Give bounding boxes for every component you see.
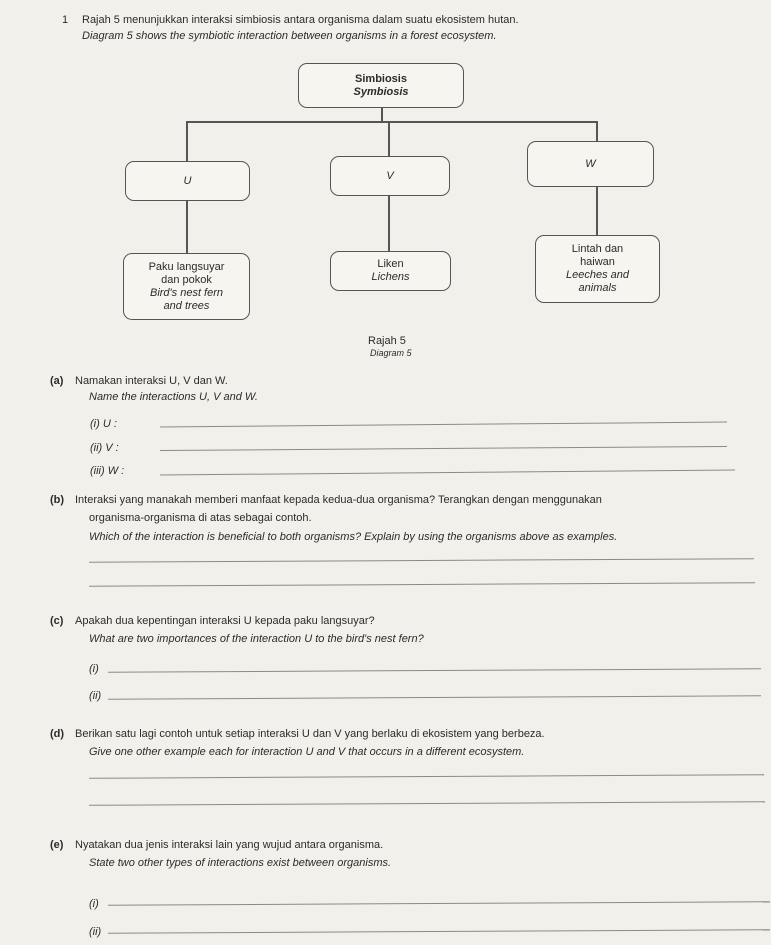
answer-line-d-2[interactable] — [89, 801, 765, 806]
question-e-item-2: (ii) — [89, 926, 102, 938]
root-node — [298, 63, 464, 108]
connector-v — [388, 121, 390, 156]
node-u-label: U — [183, 174, 192, 187]
question-a-item-3: (iii) W : — [90, 465, 125, 477]
question-e-malay: Nyatakan dua jenis interaksi lain yang wujud antara organisma. — [75, 839, 384, 851]
u-example-english-1: Bird's nest fern — [149, 286, 224, 299]
question-c-malay: Apakah dua kepentingan interaksi U kepada paku langsuyar? — [75, 615, 375, 627]
u-example-malay-1: Paku langsuyar — [148, 260, 225, 273]
node-u-example — [123, 253, 250, 320]
root-label-malay: Simbiosis — [355, 72, 407, 85]
answer-line-c-2[interactable] — [108, 695, 761, 699]
question-d-malay: Berikan satu lagi contoh untuk setiap interaksi U dan V yang berlaku di ekosistem yang berbeza. — [75, 728, 545, 740]
node-v-example — [330, 251, 451, 291]
node-v — [330, 156, 450, 196]
question-b-malay-1: Interaksi yang manakah memberi manfaat kepada kedua-dua organisma? Terangkan dengan menggunakan — [75, 494, 602, 506]
connector-horizontal — [186, 121, 597, 123]
w-example-malay-2: haiwan — [580, 256, 615, 268]
connector-u — [186, 121, 188, 161]
question-a-english: Name the interactions U, V and W. — [89, 391, 258, 403]
connector-u-example — [186, 201, 188, 253]
root-label-english: Symbiosis — [353, 85, 409, 98]
connector-v-example — [388, 196, 390, 251]
question-c-item-2: (ii) — [89, 690, 102, 702]
connector-root — [381, 108, 383, 122]
question-b-malay-2: organisma-organisma di atas sebagai contoh. — [89, 512, 312, 524]
answer-line-b-1[interactable] — [89, 558, 754, 562]
v-example-english: Lichens — [371, 271, 410, 283]
caption-english: Diagram 5 — [370, 348, 412, 358]
answer-line-a-2[interactable] — [160, 446, 727, 451]
question-a-letter: (a) — [50, 375, 64, 387]
v-example-malay: Liken — [377, 258, 404, 270]
node-w-example — [535, 235, 660, 303]
answer-line-c-1[interactable] — [108, 668, 761, 672]
question-b-letter: (b) — [50, 494, 65, 506]
question-d-english: Give one other example each for interaction U and V that occurs in a different ecosystem. — [89, 746, 525, 758]
question-e-english: State two other types of interactions exist between organisms. — [89, 857, 392, 869]
node-w — [527, 141, 654, 187]
w-example-english-2: animals — [578, 282, 617, 294]
question-c-item-1: (i) — [89, 663, 99, 675]
answer-line-d-1[interactable] — [89, 774, 764, 779]
connector-w-example — [596, 187, 598, 235]
answer-line-a-1[interactable] — [160, 422, 727, 428]
u-example-english-2: and trees — [163, 299, 210, 312]
node-v-label: V — [386, 169, 394, 182]
caption-malay: Rajah 5 — [368, 335, 406, 347]
node-u — [125, 161, 250, 201]
question-b-english: Which of the interaction is beneficial to both organisms? Explain by using the organisms above as examples. — [89, 531, 618, 543]
intro-english: Diagram 5 shows the symbiotic interaction between organisms in a forest ecosystem. — [82, 30, 497, 42]
connector-w — [596, 121, 598, 141]
question-a-item-2: (ii) V : — [90, 442, 119, 454]
question-a-item-1: (i) U : — [90, 418, 117, 430]
answer-line-a-3[interactable] — [160, 469, 735, 475]
node-w-label: W — [585, 157, 596, 170]
answer-line-e-2[interactable] — [108, 929, 770, 933]
u-example-malay-2: dan pokok — [161, 273, 212, 286]
question-a-malay: Namakan interaksi U, V dan W. — [75, 375, 228, 387]
w-example-english-1: Leeches and — [566, 269, 629, 281]
answer-line-b-2[interactable] — [89, 582, 755, 586]
question-d-letter: (d) — [50, 728, 65, 740]
intro-malay: Rajah 5 menunjukkan interaksi simbiosis antara organisma dalam suatu ekosistem hutan. — [82, 14, 519, 26]
question-c-letter: (c) — [50, 615, 64, 627]
question-e-item-1: (i) — [89, 898, 99, 910]
question-e-letter: (e) — [50, 839, 64, 851]
question-number: 1 — [62, 14, 69, 26]
question-c-english: What are two importances of the interaction U to the bird's nest fern? — [89, 633, 424, 645]
w-example-malay-1: Lintah dan — [571, 243, 624, 255]
answer-line-e-1[interactable] — [108, 901, 770, 905]
